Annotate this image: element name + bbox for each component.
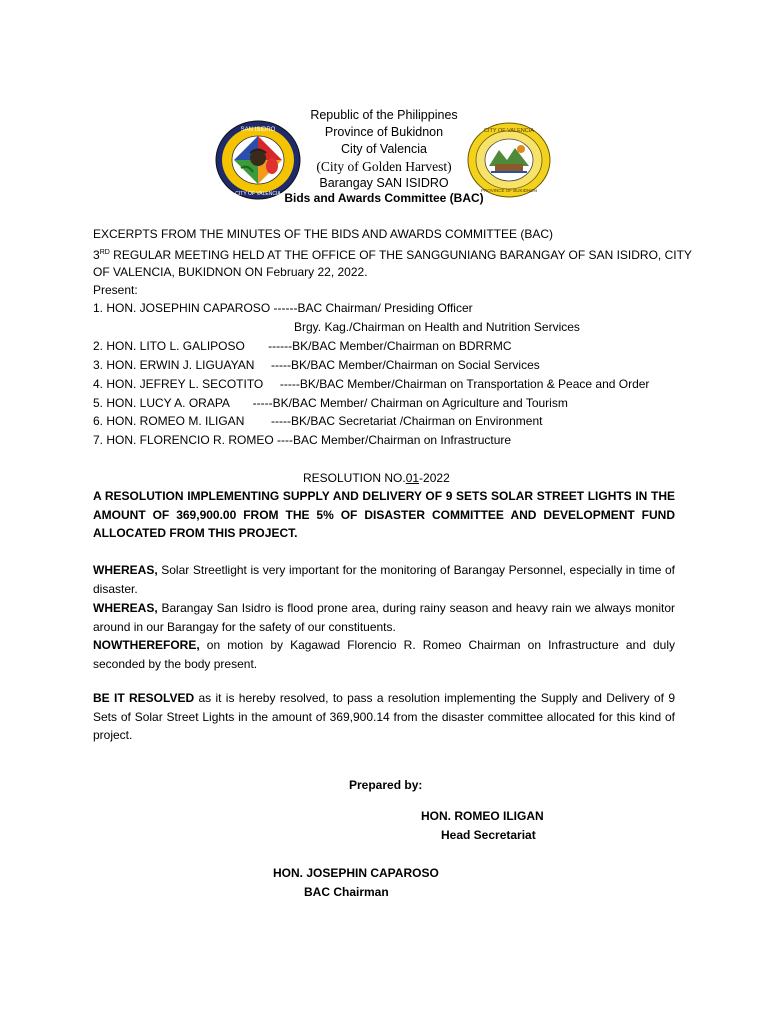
- member-row: 4. HON. JEFREY L. SECOTITO -----BK/BAC Member/Chairman on Transportation & Peace and Order: [93, 377, 650, 391]
- nowtherefore-paragraph: NOWTHEREFORE, on motion by Kagawad Florencio R. Romeo Chairman on Infrastructure and duly seconded by the body present.: [93, 638, 675, 671]
- province-line: Province of Bukidnon: [324, 125, 444, 139]
- city-tagline: (City of Golden Harvest): [316, 159, 452, 174]
- resolution-title: A RESOLUTION IMPLEMENTING SUPPLY AND DELIVERY OF 9 SETS SOLAR STREET LIGHTS IN THE AMOUNT OF 369,900.00 FROM THE 5% OF DISASTER COMMITTEE AND DEVELOPMENT FUND ALLOCATED FROM THIS PROJECT.: [93, 489, 675, 540]
- member-row: 2. HON. LITO L. GALIPOSO ------BK/BAC Member/Chairman on BDRRMC: [93, 339, 512, 353]
- intro-line-2: 3RD REGULAR MEETING HELD AT THE OFFICE OF THE SANGGUNIANG BARANGAY OF SAN ISIDRO, CITY: [93, 248, 692, 262]
- intro-line-1: EXCERPTS FROM THE MINUTES OF THE BIDS AND AWARDS COMMITTEE (BAC): [93, 227, 554, 241]
- letterhead: [0, 107, 768, 207]
- committee-line: Bids and Awards Committee (BAC): [284, 191, 484, 205]
- resolved-paragraph: BE IT RESOLVED as it is hereby resolved, to pass a resolution implementing the Supply and Delivery of 9 Sets of Solar Street Lights in the amount of 369,900.14 from the disaster committee allocated for this kind of project.: [93, 691, 675, 742]
- resolution-number: RESOLUTION NO.01-2022: [303, 471, 450, 485]
- republic-line: Republic of the Philippines: [310, 108, 458, 122]
- intro-line-3: OF VALENCIA, BUKIDNON ON February 22, 2022.: [93, 265, 368, 279]
- svg-text:CITY OF VALENCIA: CITY OF VALENCIA: [235, 191, 281, 197]
- member-row: 6. HON. ROMEO M. ILIGAN -----BK/BAC Secretariat /Chairman on Environment: [93, 414, 543, 428]
- member-row: Brgy. Kag./Chairman on Health and Nutrition Services: [294, 320, 580, 334]
- prepared-by-label: Prepared by:: [349, 778, 423, 792]
- svg-text:CITY OF VALENCIA: CITY OF VALENCIA: [484, 128, 534, 134]
- member-row: 5. HON. LUCY A. ORAPA -----BK/BAC Member/ Chairman on Agriculture and Tourism: [93, 396, 568, 410]
- whereas-paragraph-1: WHEREAS, Solar Streetlight is very important for the monitoring of Barangay Personnel, especially in time of disaster.: [93, 563, 675, 596]
- city-line: City of Valencia: [341, 142, 427, 156]
- present-label: Present:: [93, 283, 138, 297]
- secretariat-title: Head Secretariat: [441, 828, 536, 842]
- member-row: 7. HON. FLORENCIO R. ROMEO ----BAC Member/Chairman on Infrastructure: [93, 433, 512, 447]
- barangay-line: Barangay SAN ISIDRO: [319, 176, 449, 190]
- chairman-name: HON. JOSEPHIN CAPAROSO: [273, 866, 439, 880]
- secretariat-name: HON. ROMEO ILIGAN: [421, 809, 544, 823]
- svg-text:SAN ISIDRO: SAN ISIDRO: [240, 127, 276, 133]
- whereas-paragraph-2: WHEREAS, Barangay San Isidro is flood prone area, during rainy season and heavy rain we always monitor around in our Barangay for the safety of our constituents.: [93, 601, 675, 634]
- member-row: 3. HON. ERWIN J. LIGUAYAN -----BK/BAC Member/Chairman on Social Services: [93, 358, 540, 372]
- chairman-title: BAC Chairman: [304, 885, 389, 899]
- svg-text:PROVINCE OF BUKIDNON: PROVINCE OF BUKIDNON: [480, 188, 538, 193]
- member-row: 1. HON. JOSEPHIN CAPAROSO ------BAC Chairman/ Presiding Officer: [93, 301, 473, 315]
